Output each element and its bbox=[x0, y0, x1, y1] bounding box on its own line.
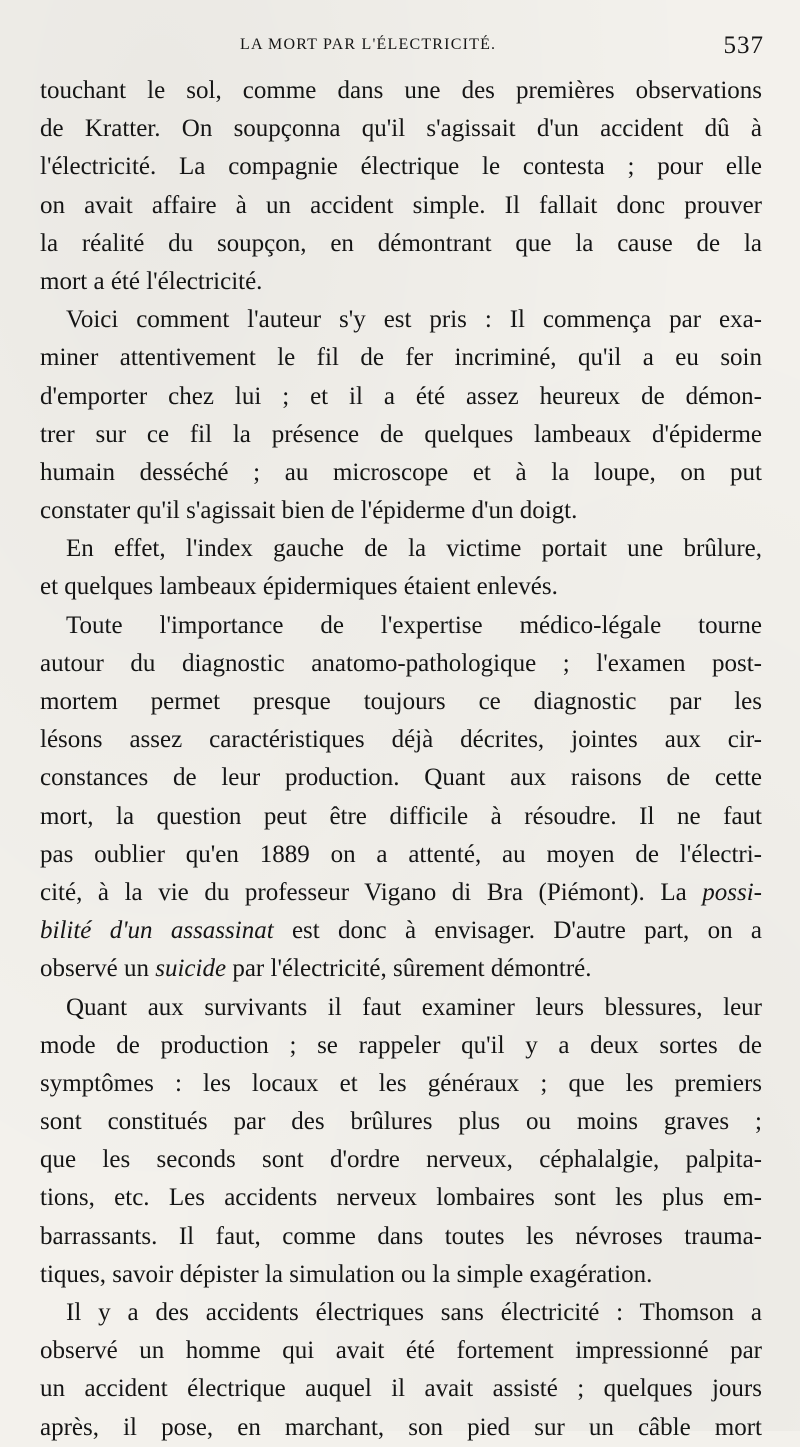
text-line: après, il pose, en marchant, son pied sur un câble mort bbox=[40, 1413, 762, 1441]
italic-segment: suicide bbox=[155, 955, 227, 983]
text-line: mortem permet presque toujours ce diagnostic par les bbox=[40, 688, 762, 715]
text-line-mixed bbox=[40, 912, 762, 950]
text-line: et quelques lambeaux épidermiques étaient enlevés. bbox=[40, 573, 558, 601]
text-line: l'électricité. La compagnie électrique le contesta ; pour elle bbox=[40, 153, 762, 181]
text-line: Toute l'importance de l'expertise médico-légale tourne bbox=[66, 611, 762, 639]
text-line: de Kratter. On soupçonna qu'il s'agissait d'un accident dû à bbox=[40, 115, 762, 143]
text-line: miner attentivement le fil de fer incriminé, qu'il a eu soin bbox=[40, 344, 762, 372]
text-line: observé un homme qui avait été fortement impressionné par bbox=[40, 1337, 762, 1365]
text-segment: observé un bbox=[40, 955, 156, 983]
text-segment: est donc à envisager. D'autre part, on a bbox=[273, 917, 762, 945]
italic-segment: bilité d'un assassinat bbox=[40, 917, 274, 945]
text-line: Il y a des accidents électriques sans électricité : Thomson a bbox=[66, 1299, 762, 1326]
text-segment: par l'électricité, sûrement démontré. bbox=[226, 955, 592, 983]
text-line: on avait affaire à un accident simple. Il fallait donc prouver bbox=[40, 191, 762, 219]
text-line: lésons assez caractéristiques déjà décrites, jointes aux cir- bbox=[40, 726, 762, 754]
running-head bbox=[40, 32, 764, 76]
text-line: touchant le sol, comme dans une des premières observations bbox=[40, 77, 762, 104]
text-line-mixed bbox=[40, 874, 762, 912]
text-line: tions, etc. Les accidents nerveux lombaires sont les plus em- bbox=[40, 1184, 762, 1212]
text-line: trer sur ce fil la présence de quelques lambeaux d'épiderme bbox=[40, 420, 762, 448]
text-line: constances de leur production. Quant aux raisons de cette bbox=[40, 764, 762, 792]
page-number: 537 bbox=[723, 32, 764, 59]
text-line: Voici comment l'auteur s'y est pris : Il commença par exa- bbox=[66, 306, 762, 334]
text-line: mode de production ; se rappeler qu'il y a deux sortes de bbox=[40, 1031, 762, 1059]
text-line: symptômes : les locaux et les généraux ; que les premiers bbox=[40, 1069, 762, 1097]
text-line: barrassants. Il faut, comme dans toutes les névroses trauma- bbox=[40, 1222, 762, 1250]
text-line: tiques, savoir dépister la simulation ou la simple exagération. bbox=[40, 1260, 653, 1288]
text-line: En effet, l'index gauche de la victime portait une brûlure, bbox=[66, 535, 762, 563]
text-line-mixed bbox=[40, 950, 762, 988]
body-text bbox=[40, 72, 762, 1447]
italic-segment: possi- bbox=[702, 878, 762, 906]
running-title: LA MORT PAR L'ÉLECTRICITÉ. bbox=[240, 36, 497, 53]
text-line: la réalité du soupçon, en démontrant que la cause de la bbox=[40, 229, 762, 257]
text-line: mort, la question peut être difficile à résoudre. Il ne faut bbox=[40, 802, 762, 830]
text-line: mort a été l'électricité. bbox=[40, 267, 263, 295]
text-line: constater qu'il s'agissait bien de l'épiderme d'un doigt. bbox=[40, 497, 578, 525]
text-line: pas oublier qu'en 1889 on a attenté, au moyen de l'électri- bbox=[40, 840, 762, 868]
text-line: humain desséché ; au microscope et à la loupe, on put bbox=[40, 458, 762, 486]
text-line: un accident électrique auquel il avait assisté ; quelques jours bbox=[40, 1375, 762, 1403]
text-line: d'emporter chez lui ; et il a été assez heureux de démon- bbox=[40, 382, 762, 410]
text-line: sont constitués par des brûlures plus ou moins graves ; bbox=[40, 1108, 762, 1136]
text-line: Quant aux survivants il faut examiner leurs blessures, leur bbox=[66, 993, 762, 1021]
text-line: autour du diagnostic anatomo-pathologique ; l'examen post- bbox=[40, 649, 762, 677]
text-segment: cité, à la vie du professeur Vigano di Bra (Piémont). La bbox=[40, 878, 687, 906]
text-line: que les seconds sont d'ordre nerveux, céphalalgie, palpita- bbox=[40, 1146, 762, 1174]
